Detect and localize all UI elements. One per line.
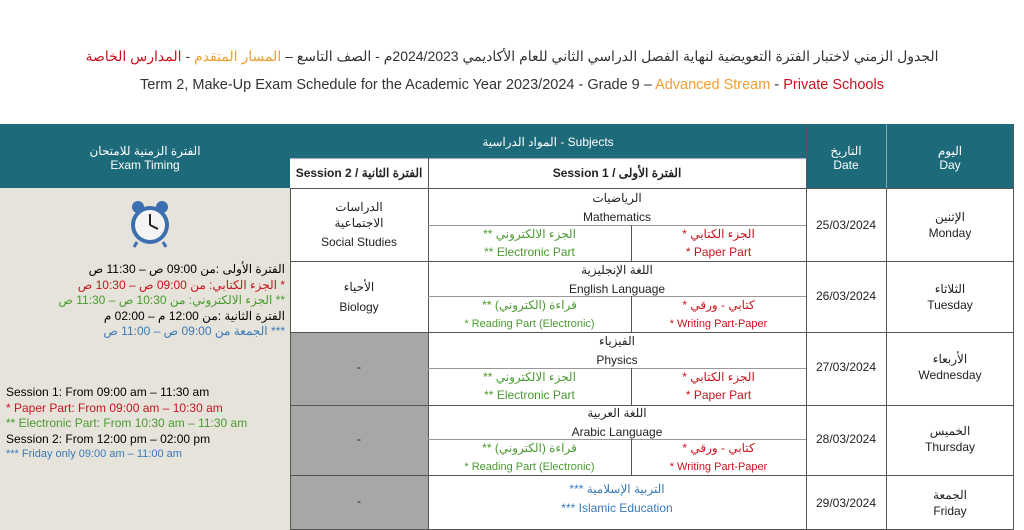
writing-part-ar: * كتابي - ورقي [682,298,755,312]
writing-part-en: * Writing Part-Paper [669,318,768,330]
electronic-part-ar: ** الجزء الالكتروني [483,227,576,241]
day-en: Thursday [924,440,976,454]
day-ar: الإثنين [935,210,965,224]
session2-subject: Social Studies [320,235,398,249]
day-header-en: Day [939,158,961,172]
title-arabic: الجدول الزمني لاختبار الفترة التعويضية لنهاية الفصل الدراسي الثاني للعام الأكاديمي 2024/2023م - الصف التاسع – المسار المتقدم - المدارس الخاصة [85,48,939,64]
session2-empty: - [357,360,361,374]
date-header-en: Date [833,158,859,172]
reading-part-en: * Reading Part (Electronic) [464,461,595,473]
timing-header-ar: الفترة الزمنية للامتحان [89,144,201,158]
writing-part-en: * Writing Part-Paper [669,461,768,473]
session2-subject: الأحياء [343,280,375,294]
subject-en: Mathematics [582,210,652,224]
paper-part-en: * Paper Part [685,388,752,402]
subject-en: *** Islamic Education [561,501,673,515]
date: 29/03/2024 [815,496,877,510]
subject-ar: اللغة العربية [587,406,647,420]
subject-en: Arabic Language [571,425,663,439]
session2-subject: الاجتماعية [334,216,384,230]
day-en: Friday [933,504,967,518]
alarm-clock-icon [127,198,173,248]
session2-header-label: Session 2 / الفترة الثانية [295,166,423,180]
date: 25/03/2024 [815,218,877,232]
subject-ar: *** التربية الإسلامية [569,482,665,496]
reading-part-en: * Reading Part (Electronic) [464,318,595,330]
day-en: Tuesday [927,298,973,312]
schedule-table [0,124,1024,530]
day-header-ar: اليوم [937,144,963,158]
timing-header-en: Exam Timing [110,158,180,172]
day-en: Wednesday [918,368,982,382]
date: 27/03/2024 [815,360,877,374]
writing-part-ar: * كتابي - ورقي [682,441,755,455]
reading-part-ar: ** قراءة (الكتروني) [482,298,577,312]
electronic-part-en: ** Electronic Part [484,388,575,402]
paper-part-ar: * الجزء الكتابي [682,370,755,384]
subject-ar: الفيزياء [599,334,635,348]
session2-subject: Biology [339,300,379,314]
day-ar: الثلاثاء [934,282,966,296]
title-english: Term 2, Make-Up Exam Schedule for the Academic Year 2023/2024 - Grade 9 – Advanced Stream - Private Schools [140,77,884,93]
session2-empty: - [357,494,361,508]
session2-empty: - [357,432,361,446]
reading-part-ar: ** قراءة (الكتروني) [482,441,577,455]
subjects-header-label: المواد الدراسية - Subjects [482,135,614,149]
date: 28/03/2024 [815,432,877,446]
subject-en: English Language [568,282,666,296]
day-en: Monday [928,226,972,240]
electronic-part-en: ** Electronic Part [484,245,575,259]
session1-header-label: Session 1 / الفترة الأولى [552,166,682,180]
subject-en: Physics [596,353,638,367]
timing-arabic: الفترة الأولى :من 09:00 ص – 11:30 ص * الجزء الكتابي: من 09:00 ص – 10:30 ص ** الجزء الالكتروني: من 10:30 ص – 11:30 ص الفترة الثانية :من 12:00 م – 02:00 م *** الجمعة من 09:00 ص – 11:00 ص [58,262,285,338]
subject-ar: الرياضيات [592,191,642,205]
paper-part-en: * Paper Part [685,245,752,259]
session2-subject: الدراسات [335,200,383,214]
paper-part-ar: * الجزء الكتابي [682,227,755,241]
day-ar: الأربعاء [932,352,968,366]
timing-english: Session 1: From 09:00 am – 11:30 am * Paper Part: From 09:00 am – 10:30 am ** Electronic Part: From 10:30 am – 11:30 am Session 2: From 12:00 pm – 02:00 pm *** Friday only 09:00 am – 11:00 am [6,385,248,460]
day-ar: الجمعة [933,488,967,502]
subject-ar: اللغة الإنجليزية [581,263,653,277]
date: 26/03/2024 [815,289,877,303]
date-header-ar: التاريخ [830,144,862,158]
day-ar: الخميس [929,424,971,438]
electronic-part-ar: ** الجزء الالكتروني [483,370,576,384]
